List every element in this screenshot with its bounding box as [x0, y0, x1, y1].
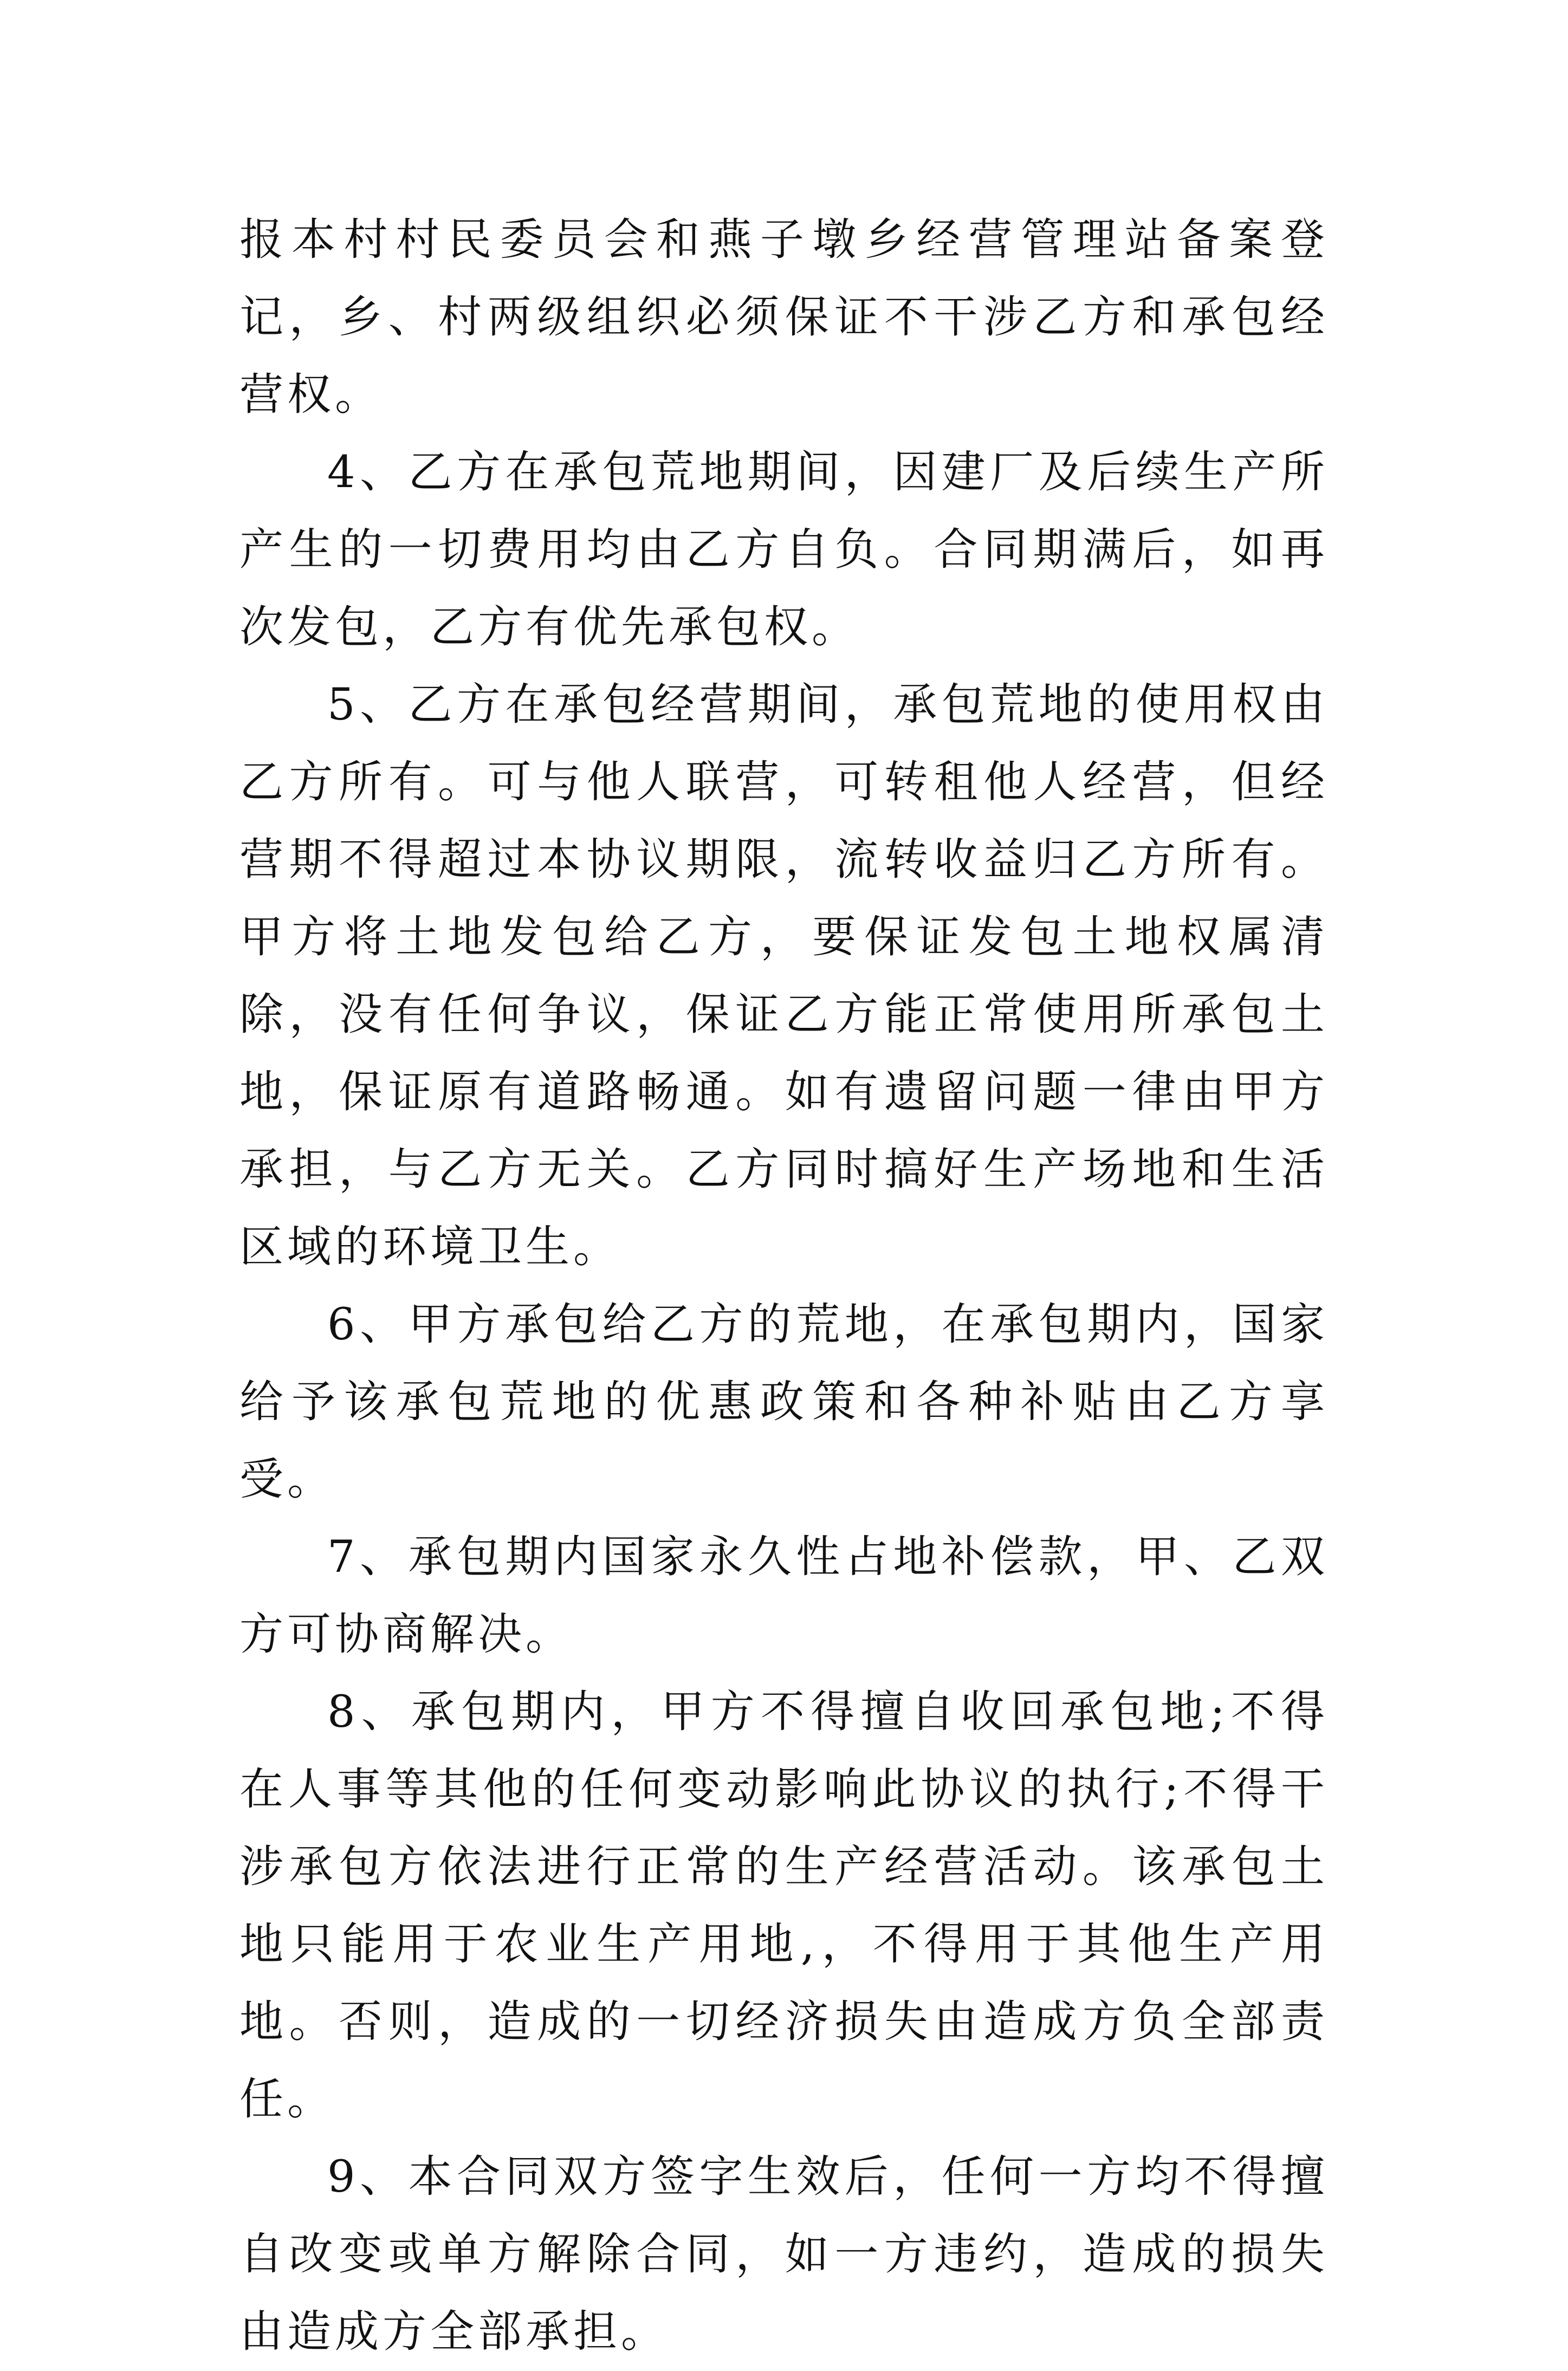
paragraph-clause-5: 5、乙方在承包经营期间，承包荒地的使用权由乙方所有。可与他人联营，可转租他人经营，但经营期不得超过本协议期限，流转收益归乙方所有。甲方将土地发包给乙方，要保证发包土地权属清除，没有任何争议，保证乙方能正常使用所承包土地，保证原有道路畅通。如有遗留问题一律由甲方承担，与乙方无关。乙方同时搞好生产场地和生活区域的环境卫生。: [239, 679, 1329, 1273]
paragraph-clause-8: 8、承包期内，甲方不得擅自收回承包地;不得在人事等其他的任何变动影响此协议的执行;不得干涉承包方依法进行正常的生产经营活动。该承包土地只能用于农业生产用地,，不得用于其他生产用地。否则，造成的一切经济损失由造成方负全部责任。: [239, 1687, 1329, 2125]
paragraph-clause-6: 6、甲方承包给乙方的荒地，在承包期内，国家给予该承包荒地的优惠政策和各种补贴由乙方享受。: [239, 1299, 1329, 1505]
paragraph-clause-7: 7、承包期内国家永久性占地补偿款，甲、乙双方可协商解决。: [239, 1532, 1329, 1660]
paragraph-clause-4: 4、乙方在承包荒地期间，因建厂及后续生产所产生的一切费用均由乙方自负。合同期满后，如再次发包，乙方有优先承包权。: [239, 447, 1329, 653]
paragraph-continuation: 报本村村民委员会和燕子墩乡经营管理站备案登记，乡、村两级组织必须保证不干涉乙方和承包经营权。: [239, 215, 1329, 420]
document-body: [239, 202, 1329, 2371]
paragraph-clause-9: 9、本合同双方签字生效后，任何一方均不得擅自改变或单方解除合同，如一方违约，造成的损失由造成方全部承担。: [239, 2152, 1329, 2357]
